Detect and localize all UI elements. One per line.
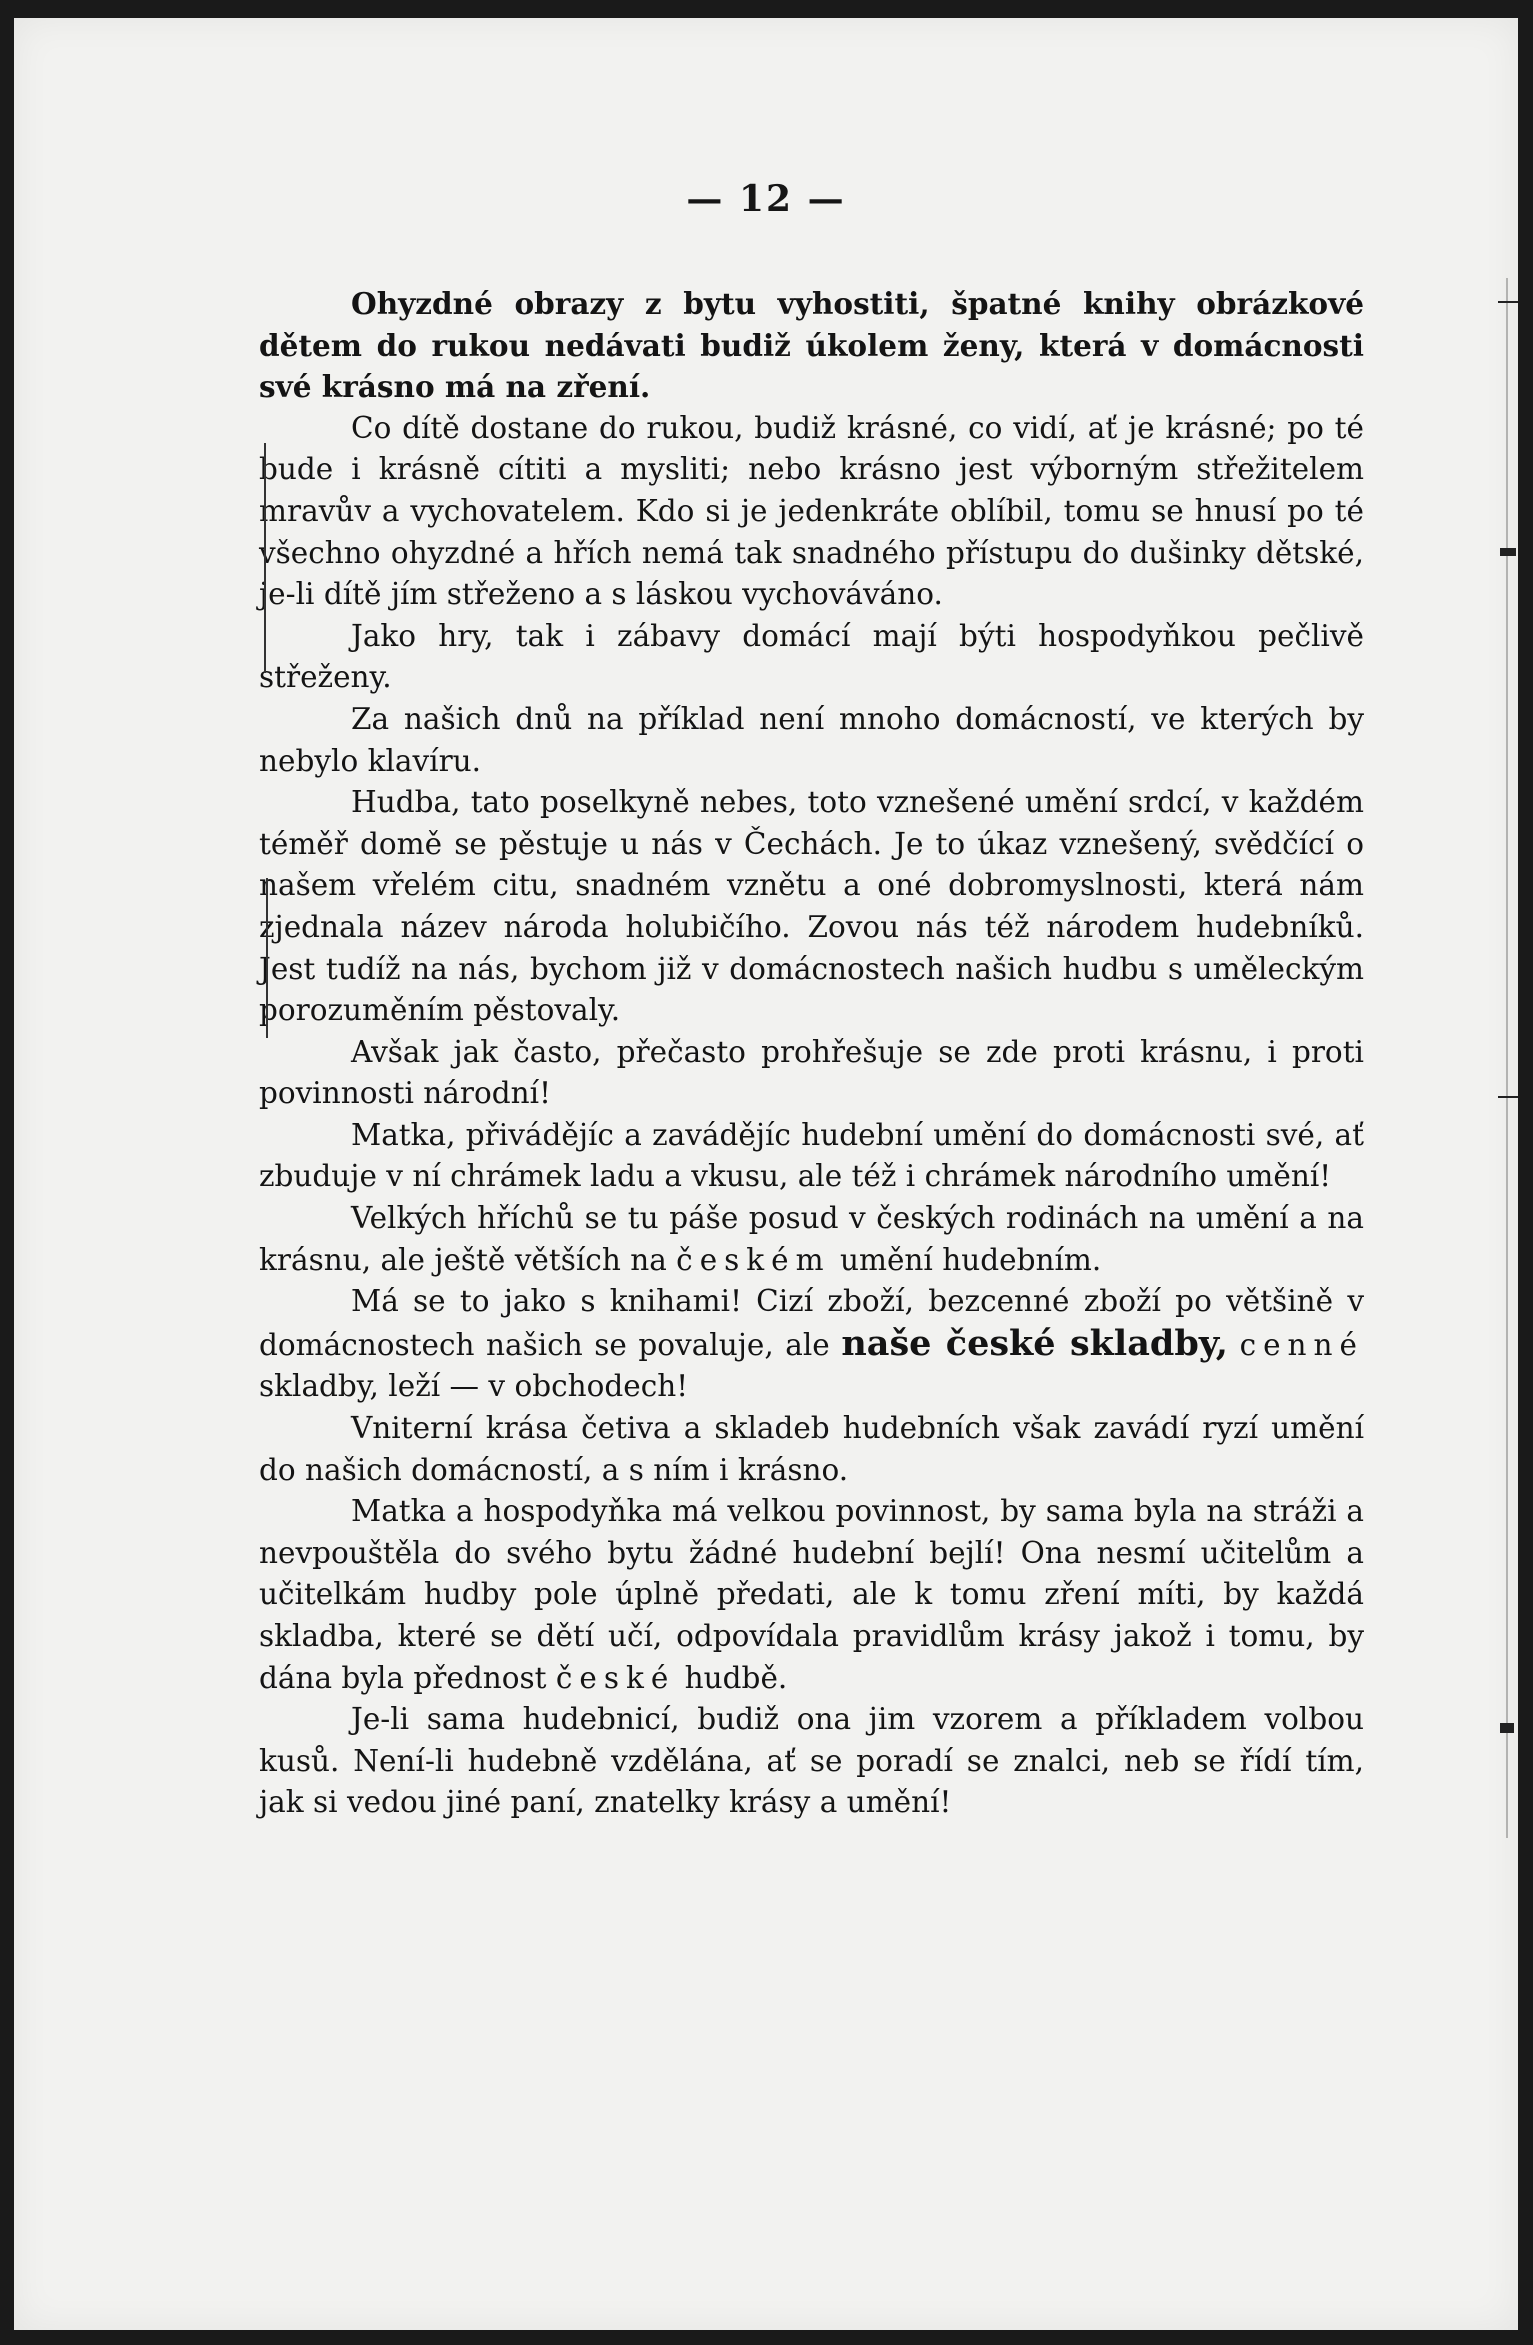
paragraph-7: Matka, přivádějíc a zavádějíc hudební umění do domácnosti své, ať zbuduje v ní chrámek ladu a vkusu, ale též i chrámek národního umění! <box>259 1117 1364 1194</box>
paragraph-9-text: Má se to jako s knihami! Cizí zboží, bezcenné zboží po většině v domácnostech našich se povaluje, ale <box>259 1284 1364 1362</box>
edge-mark-2 <box>1500 548 1516 556</box>
paragraph-3: Jako hry, tak i zábavy domácí mají býti hospodyňkou pečlivě střeženy. <box>259 618 1364 695</box>
paragraph-9-space <box>1228 1328 1240 1362</box>
paragraph-11 <box>259 1491 1364 1699</box>
body-text <box>259 283 1364 1824</box>
paragraph-8-end: umění hudebním. <box>830 1242 1102 1277</box>
paragraph-10: Vniterní krása četiva a skladeb hudebních však zavádí ryzí umění do našich domácností, a s ním i krásno. <box>259 1411 1364 1487</box>
emphasis-nase-ceske-skladby: naše české skladby, <box>841 1322 1228 1364</box>
emphasis-cenne: cenné <box>1239 1327 1364 1362</box>
edge-mark-4 <box>1500 1723 1514 1733</box>
edge-mark-3 <box>1498 1096 1518 1098</box>
edge-mark-1 <box>1498 301 1518 303</box>
paragraph-8-text: Velkých hříchů se tu páše posud v českých rodinách na umění a na krásnu, ale ještě větších na <box>259 1201 1364 1277</box>
paragraph-5: Hudba, tato poselkyně nebes, toto vznešené umění srdcí, v každém téměř domě se pěstuje u nás v Čechách. Je to úkaz vznešený, svědčící o našem vřelém citu, snadném vznětu a oné dobromyslnosti, která nám zjednala název národa holubičího. Zovou nás též národem hudebníků. Jest tudíž na nás, bychom již v domácnostech našich hudbu s uměleckým porozuměním pěstovaly. <box>259 785 1364 1028</box>
paragraph-12: Je-li sama hudebnicí, budiž ona jim vzorem a příkladem volbou kusů. Není-li hudebně vzdělána, ať se poradí se znalci, neb se řídí tím, jak si vedou jiné paní, znatelky krásy a umění! <box>259 1702 1364 1820</box>
margin-bracket-2 <box>266 878 272 1038</box>
paragraph-2: Co dítě dostane do rukou, budiž krásné, co vidí, ať je krásné; po té bude i krásně cítiti a mysliti; nebo krásno jest výborným střežitelem mravův a vychovatelem. Kdo si je jedenkráte oblíbil, tomu se hnusí po té všechno ohyzdné a hřích nemá tak snadného přístupu do dušinky dětské, je-li dítě jím střeženo a s láskou vychováváno. <box>259 410 1364 612</box>
paragraph-6: Avšak jak často, přečasto prohřešuje se zde proti krásnu, i proti povinnosti národní! <box>259 1034 1364 1111</box>
margin-bracket-1 <box>264 443 270 673</box>
emphasis-ceskem: českém <box>676 1242 831 1277</box>
paragraph-1: Ohyzdné obrazy z bytu vyhostiti, špatné knihy obrázkové dětem do rukou nedávati budiž úkolem ženy, která v domácnosti své krásno má na zření. <box>259 286 1364 405</box>
paragraph-11-text: Matka a hospodyňka má velkou povinnost, by sama byla na stráži a nevpouštěla do svého bytu žádné hudební bejlí! Ona nesmí učitelům a učitelkám hudby pole úplně předati, ale k tomu zření míti, by každá skladba, které se dětí učí, odpovídala pravidlům krásy jakož i tomu, by dána byla přednost <box>259 1494 1364 1695</box>
book-page <box>14 18 1518 2330</box>
page-number: — 12 — <box>686 178 846 220</box>
edge-line <box>1506 278 1508 1838</box>
paragraph-11-end: hudbě. <box>675 1660 788 1695</box>
emphasis-ceske: české <box>555 1660 676 1695</box>
paragraph-4: Za našich dnů na příklad není mnoho domácností, ve kterých by nebylo klavíru. <box>259 701 1364 778</box>
paragraph-9 <box>259 1281 1364 1408</box>
paragraph-9-end: skladby, leží — v obchodech! <box>259 1369 689 1404</box>
paragraph-8 <box>259 1198 1364 1281</box>
